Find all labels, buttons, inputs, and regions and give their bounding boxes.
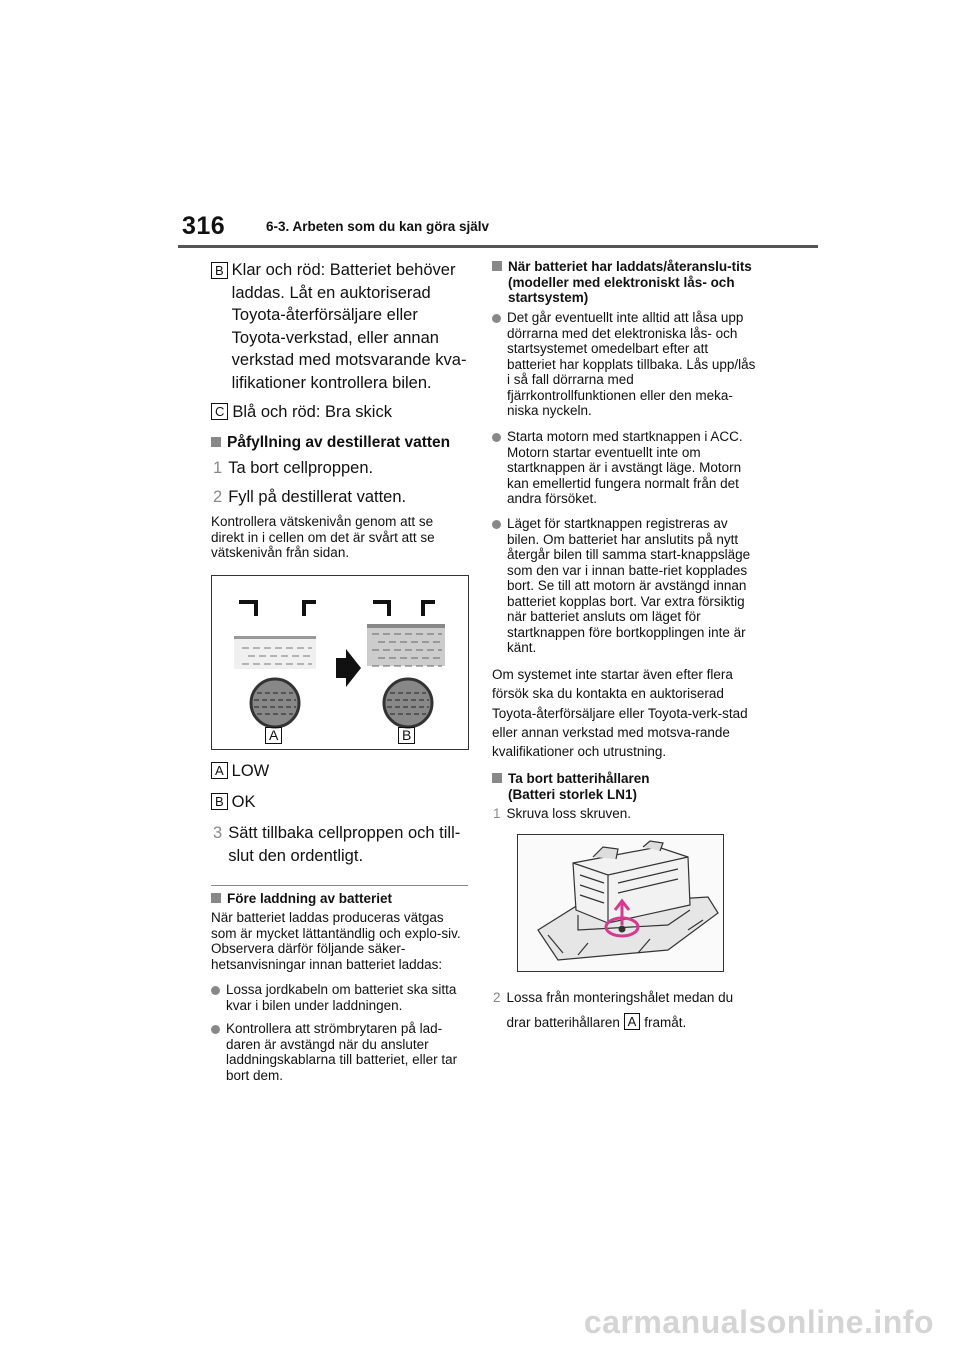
cell-low-icon	[234, 602, 316, 727]
page-number: 316	[182, 212, 226, 240]
arrow-right-icon	[336, 649, 361, 687]
step-text: Ta bort cellproppen.	[228, 459, 374, 477]
info-text-charging: När batteriet laddas produceras vätgas som är mycket lättantändlig och explo-siv. Observera därför följande säker-hetsanvisningar innan batteriet laddas:	[211, 910, 461, 972]
step-number: 1	[493, 806, 501, 821]
badge-b: B	[211, 793, 228, 810]
step-2-right	[493, 985, 758, 1035]
legend-a	[211, 760, 269, 782]
step-number: 1	[213, 459, 223, 477]
indicator-c-text: Blå och röd: Bra skick	[232, 403, 392, 421]
bullet-icon	[492, 314, 501, 323]
note-text: Kontrollera vätskenivån genom att se direkt in i cellen om det är svårt att se vätskenivån från sidan.	[211, 514, 435, 560]
step-text: Sätt tillbaka cellproppen och till-slut den ordentligt.	[228, 824, 461, 865]
battery-image	[518, 835, 723, 971]
badge-a: A	[624, 1013, 641, 1030]
watermark-text: carmanualsonline.info	[583, 1304, 934, 1340]
bullet-icon	[211, 986, 220, 995]
step-1-right	[493, 806, 631, 821]
badge-b: B	[211, 262, 228, 279]
step-text: Lossa från monteringshålet medan du drar batterihållaren	[506, 990, 734, 1030]
step-text: Fyll på destillerat vatten.	[228, 488, 407, 506]
badge-a: A	[211, 762, 228, 779]
indicator-b-item	[211, 259, 473, 394]
step-text-end: framåt.	[644, 1015, 687, 1030]
bullet-item: Starta motorn med startknappen i ACC. Motorn startar eventuellt inte om startknappen är i avstängt läge. Motorn kan emellertid fungera normalt från det andra försöket.	[492, 429, 757, 507]
bullet-item: Läget för startknappen registreras av bilen. Om batteriet har anslutits på nytt återgår bilen till samma start-knappsläge som den var i innan batte-riet kopplades bort. Se till att motorn är avstängd innan batteriet kopplas bort. Var extra försiktig när batteriet ansluts om läget för startknappen före bortkopplingen inte är känt.	[492, 516, 757, 656]
section-square-icon	[492, 261, 502, 271]
bullet-icon	[492, 433, 501, 442]
bullet-item: Det går eventuellt inte alltid att låsa upp dörrarna med det elektroniska lås- och startsystemet omedelbart efter att batteriet har kopplats tillbaka. Lås upp/lås i så fall dörrarna med fjärrkontrollfunktionen eller den meka-niska nyckeln.	[492, 310, 757, 419]
section-square-icon	[211, 437, 221, 447]
section-square-icon	[211, 893, 221, 903]
header-rule	[178, 245, 818, 248]
info-title-charging: Före laddning av batteriet	[211, 891, 392, 907]
diagram-label-b: B	[398, 727, 415, 744]
indicator-b-text: Klar och röd: Batteriet behöver laddas. Låt en auktoriserad Toyota-återförsäljare eller Toyota-verkstad, eller annan verkstad med motsvarande kva-lifikationer kontrollera bilen.	[231, 261, 467, 392]
step-2	[213, 486, 406, 508]
battery-holder-illustration	[517, 834, 724, 972]
step-number: 3	[213, 824, 223, 842]
footer-watermark	[0, 1300, 960, 1358]
info-title-reconnected: När batteriet har laddats/återanslu-tits (modeller med elektroniskt lås- och startsystem)	[492, 259, 757, 306]
legend-b-text: OK	[231, 793, 256, 811]
legend-a-text: LOW	[231, 762, 270, 780]
section-square-icon	[492, 773, 502, 783]
badge-c: C	[211, 403, 228, 420]
legend-b	[211, 791, 256, 813]
screw-icon	[619, 926, 626, 933]
diagram-label-a: A	[265, 727, 282, 744]
section-title-holder: Ta bort batterihållaren (Batteri storlek LN1)	[492, 771, 692, 802]
bullet-item: Kontrollera att strömbrytaren på lad-daren är avstängd när du ansluter laddningskablarna till batteriet, eller tar bort dem.	[211, 1021, 466, 1083]
step-1	[213, 457, 373, 479]
bullet-icon	[211, 1025, 220, 1034]
contact-paragraph: Om systemet inte startar även efter flera försök ska du kontakta en auktoriserad Toyota-återförsäljare eller Toyota-verk-stad eller annan verkstad med motsva-rande kvalifikationer och utrustning.	[492, 667, 748, 760]
info-rule-left	[211, 885, 468, 886]
cell-ok-icon	[367, 602, 445, 727]
water-level-illustration	[212, 576, 468, 749]
indicator-c-item	[211, 401, 392, 423]
bullet-item: Lossa jordkabeln om batteriet ska sitta kvar i bilen under laddningen.	[211, 982, 466, 1013]
bullet-icon	[492, 520, 501, 529]
step-number: 2	[213, 488, 223, 506]
step-3	[213, 822, 468, 867]
chapter-title: 6-3. Arbeten som du kan göra själv	[266, 219, 490, 234]
water-level-diagram	[211, 575, 469, 750]
step-number: 2	[493, 990, 501, 1005]
section-title-refill: Påfyllning av destillerat vatten	[211, 432, 450, 454]
step-text: Skruva loss skruven.	[506, 806, 632, 821]
